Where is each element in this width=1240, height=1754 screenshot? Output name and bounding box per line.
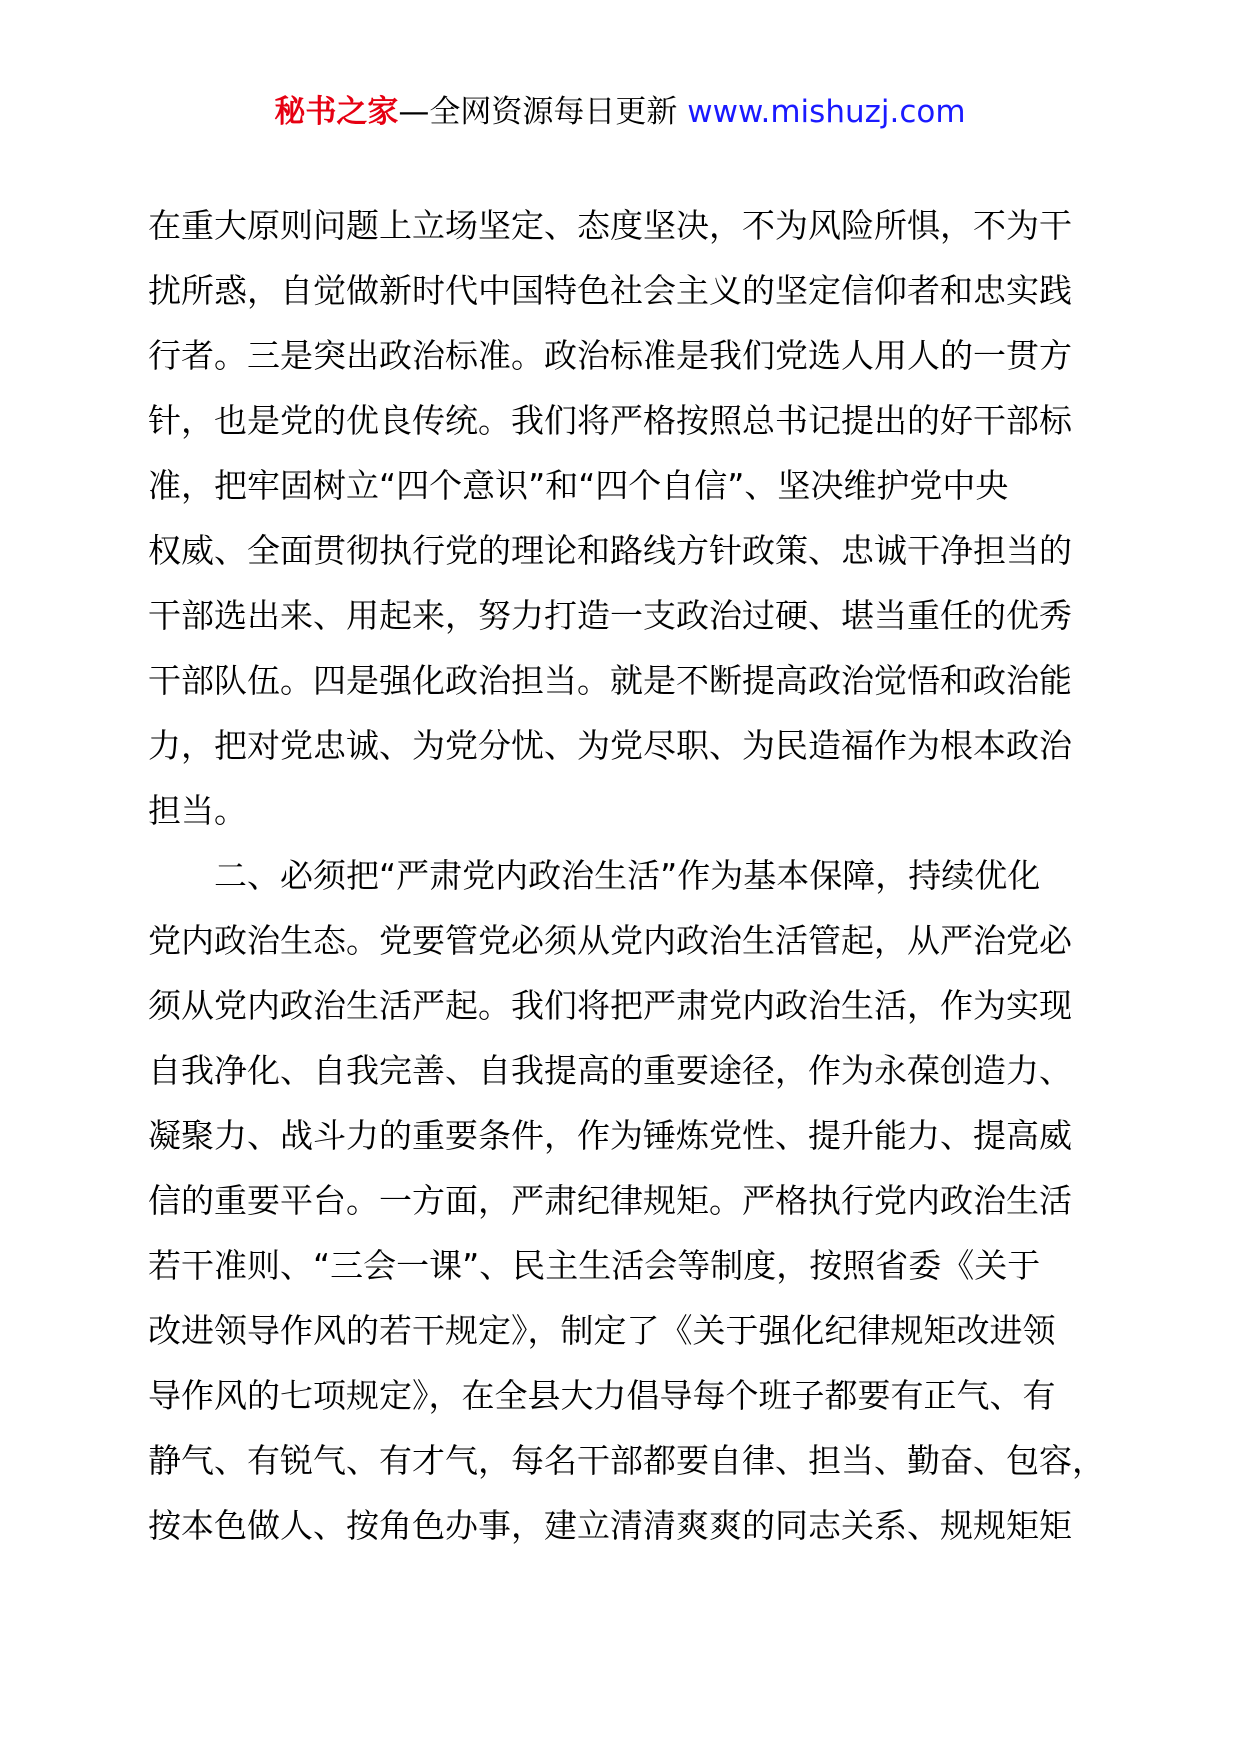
text-line: 扰所惑，自觉做新时代中国特色社会主义的坚定信仰者和忠实践: [148, 271, 1072, 310]
text-line: 须从党内政治生活严起。我们将把严肃党内政治生活，作为实现: [148, 986, 1072, 1025]
document-body: [148, 193, 1148, 1558]
text-line: 若干准则、“三会一课”、民主生活会等制度，按照省委《关于: [148, 1246, 1041, 1285]
text-line: 行者。三是突出政治标准。政治标准是我们党选人用人的一贯方: [148, 336, 1072, 375]
text-line: 干部队伍。四是强化政治担当。就是不断提高政治觉悟和政治能: [148, 661, 1072, 700]
text-line: 干部选出来、用起来，努力打造一支政治过硬、堪当重任的优秀: [148, 596, 1072, 635]
text-line: 在重大原则问题上立场坚定、态度坚决，不为风险所惧，不为干: [148, 206, 1072, 245]
site-url[interactable]: www.mishuzj.com: [687, 94, 966, 130]
text-line: 改进领导作风的若干规定》，制定了《关于强化纪律规矩改进领: [148, 1311, 1056, 1350]
site-brand: 秘书之家: [274, 94, 399, 130]
text-line: 信的重要平台。一方面，严肃纪律规矩。严格执行党内政治生活: [148, 1181, 1072, 1220]
text-line: 导作风的七项规定》，在全县大力倡导每个班子都要有正气、有: [148, 1376, 1056, 1415]
text-line: 担当。: [148, 791, 247, 830]
text-line: 力，把对党忠诚、为党分忧、为党尽职、为民造福作为根本政治: [148, 726, 1072, 765]
text-line: 针，也是党的优良传统。我们将严格按照总书记提出的好干部标: [148, 401, 1072, 440]
paragraph-heading-line: 二、必须把“严肃党内政治生活”作为基本保障，持续优化: [214, 856, 1041, 895]
text-line: 党内政治生态。党要管党必须从党内政治生活管起，从严治党必: [148, 921, 1072, 960]
text-line: 凝聚力、战斗力的重要条件，作为锤炼党性、提升能力、提高威: [148, 1116, 1072, 1155]
text-line: 权威、全面贯彻执行党的理论和路线方针政策、忠诚干净担当的: [148, 531, 1072, 570]
text-line: 静气、有锐气、有才气，每名干部都要自律、担当、勤奋、包容，: [148, 1441, 1105, 1480]
site-tagline: —全网资源每日更新: [398, 94, 678, 130]
text-line: 自我净化、自我完善、自我提高的重要途径，作为永葆创造力、: [148, 1051, 1072, 1090]
page-header: [0, 92, 1240, 132]
text-line: 准，把牢固树立“四个意识”和“四个自信”、坚决维护党中央: [148, 466, 1009, 505]
text-line: 按本色做人、按角色办事，建立清清爽爽的同志关系、规规矩矩: [148, 1506, 1072, 1545]
